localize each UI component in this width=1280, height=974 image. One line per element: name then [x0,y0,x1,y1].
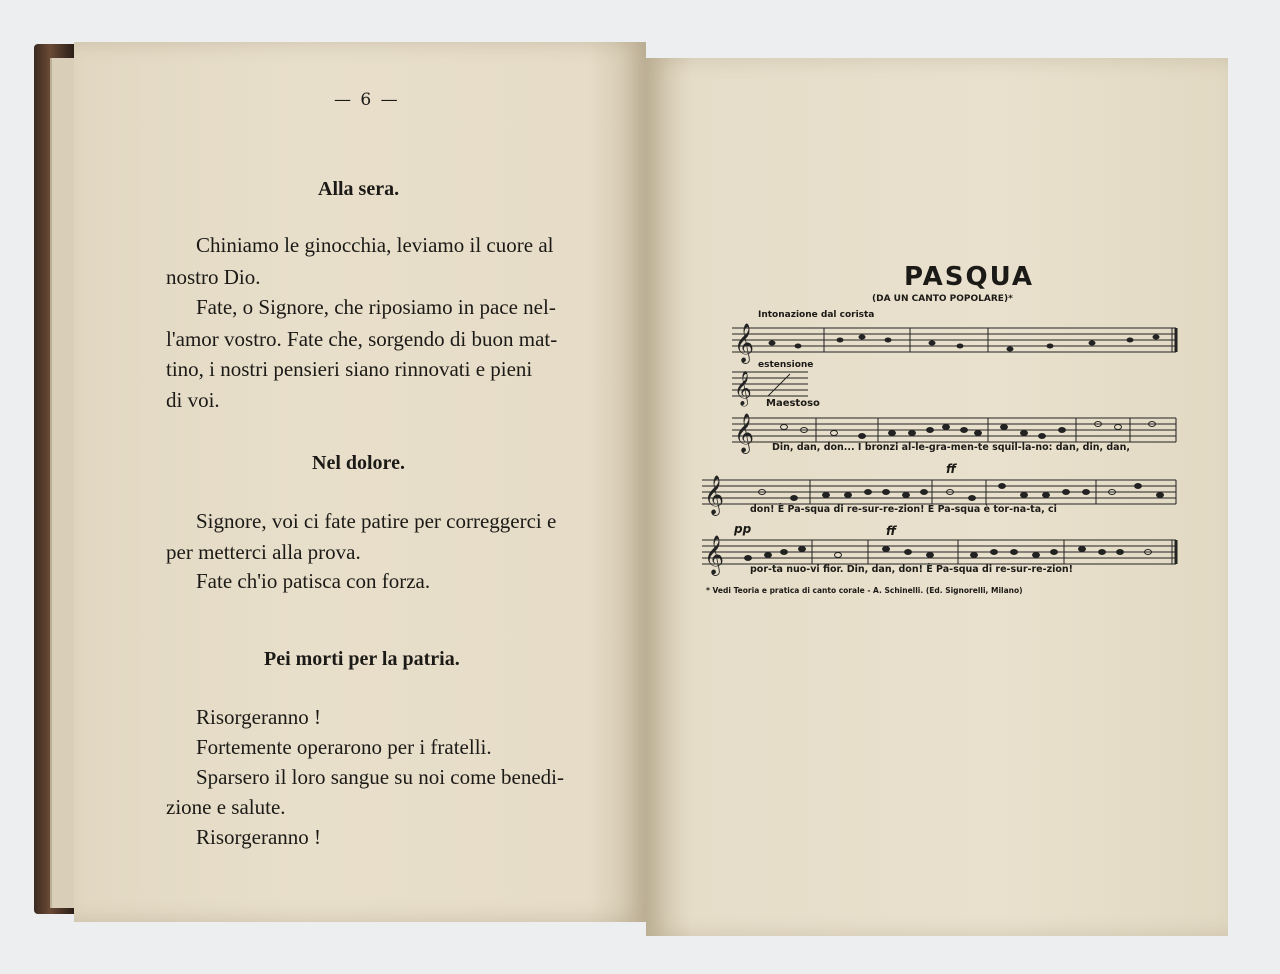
intonation-staff [732,320,1182,363]
text-line: per metterci alla prova. [166,540,361,564]
footnote: * Vedi Teoria e pratica di canto corale - A. Schinelli. (Ed. Signorelli, Milano) [706,586,1023,595]
dynamic-marking-ff: ff [946,462,956,476]
section-heading-alla-sera: Alla sera. [318,178,400,200]
song-title: PASQUA [904,262,1035,292]
svg-text:𝄞: 𝄞 [734,413,755,453]
text-line: Risorgeranno ! [196,825,322,849]
text-line: tino, i nostri pensieri siano rinnovati e pieni [166,357,533,381]
dynamic-marking-pp: pp [734,522,752,536]
text-line: Fate, o Signore, che riposiamo in pace nel- [196,295,556,319]
section-heading-pei-morti: Pei morti per la patria. [264,648,460,670]
range-label: estensione [758,360,814,370]
tempo-label: Maestoso [766,398,820,409]
lyrics-line-1: Din, dan, don... I bronzi al-le-gra-men-te squil-la-no: dan, din, dan, [772,442,1130,453]
text-line: zione e salute. [166,795,286,819]
text-line: Signore, voi ci fate patire per correggerci e [196,509,557,533]
text-line: Fate ch'io patisca con forza. [196,569,431,593]
text-line: Risorgeranno ! [196,705,322,729]
text-line: nostro Dio. [166,265,261,289]
svg-text:𝄞: 𝄞 [704,535,725,575]
text-line: Sparsero il loro sangue su noi come benedi- [196,765,564,789]
intonation-label: Intonazione dal corista [758,310,875,320]
song-subtitle: (DA UN CANTO POPOLARE)* [872,294,1013,304]
text-line: Fortemente operarono per i fratelli. [196,735,492,759]
text-line: Chiniamo le ginocchia, leviamo il cuore al [196,233,554,257]
left-page [74,42,646,922]
svg-text:𝄞: 𝄞 [734,371,752,406]
section-heading-nel-dolore: Nel dolore. [312,452,405,474]
svg-text:𝄞: 𝄞 [734,323,755,363]
dynamic-marking-ff: ff [886,524,896,538]
text-line: di voi. [166,388,220,412]
lyrics-line-3: por-ta nuo-vi fior. Din, dan, don! È Pa-squa di re-sur-re-zion! [750,564,1073,575]
right-page [646,58,1228,936]
page-number: — 6 — [334,90,400,110]
svg-text:𝄞: 𝄞 [704,475,725,515]
lyrics-line-2: don! È Pa-squa di re-sur-re-zion! E Pa-squa è tor-na-ta, ci [750,504,1057,515]
text-line: l'amor vostro. Fate che, sorgendo di buon mat- [166,327,558,351]
